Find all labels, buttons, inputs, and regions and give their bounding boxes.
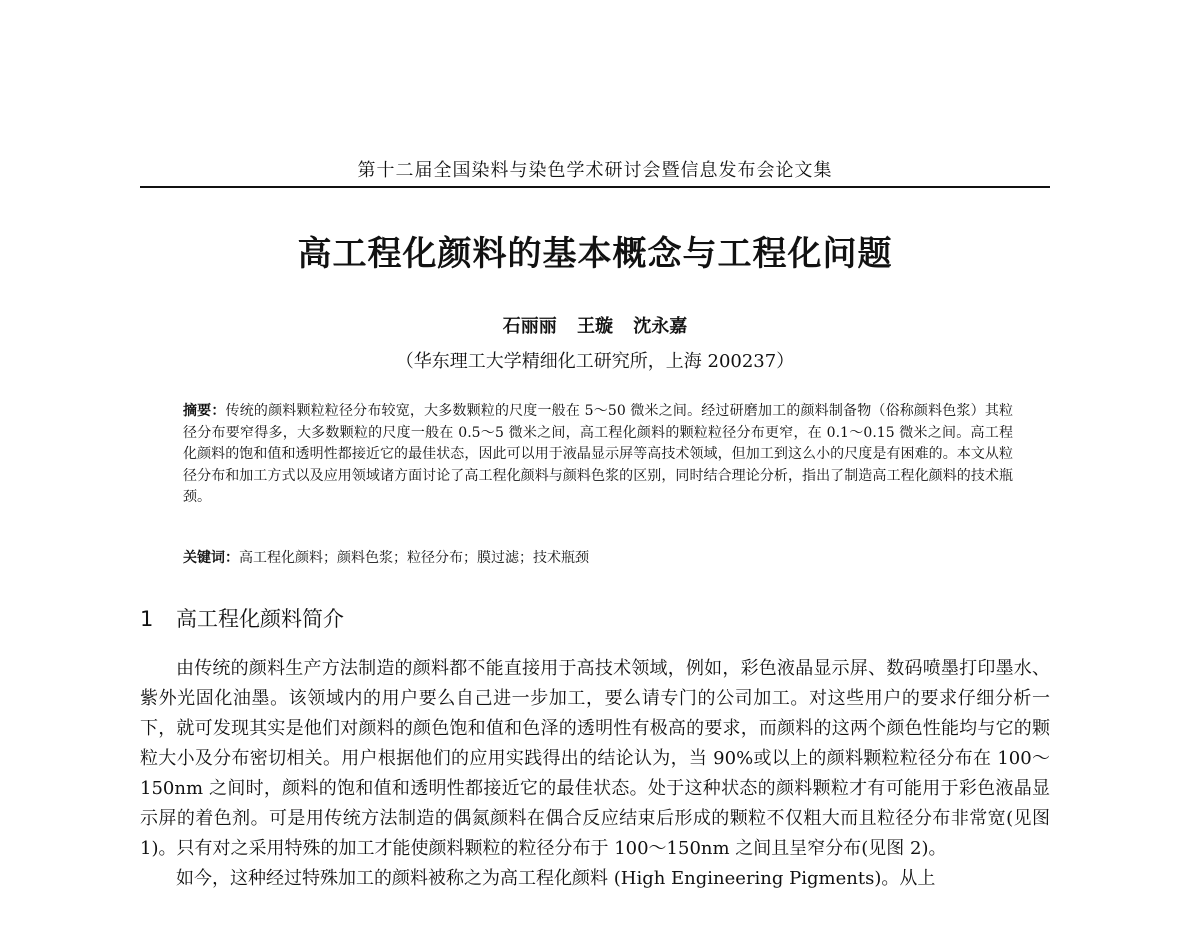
section-number: 1: [140, 607, 154, 631]
body-paragraph: 如今，这种经过特殊加工的颜料被称之为高工程化颜料 (High Engineering Pigments)。从上: [176, 868, 936, 889]
section-heading: [140, 605, 1050, 633]
abstract: [183, 401, 1013, 509]
section-title: 高工程化颜料简介: [176, 607, 344, 631]
running-header: 第十二届全国染料与染色学术研讨会暨信息发布会论文集: [357, 160, 833, 181]
abstract-label: 摘要：: [183, 403, 226, 419]
keywords-text: 高工程化颜料；颜料色浆；粒径分布；膜过滤；技术瓶颈: [239, 550, 589, 566]
keywords: [183, 548, 1013, 568]
authors: 石丽丽 王璇 沈永嘉: [502, 316, 688, 337]
body-paragraph: 由传统的颜料生产方法制造的颜料都不能直接用于高技术领域，例如，彩色液晶显示屏、数码喷墨打印墨水、紫外光固化油墨。该领域内的用户要么自己进一步加工，要么请专门的公司加工。对这些用户的要求仔细分析一下，就可发现其实是他们对颜料的颜色饱和值和色泽的透明性有极高的要求，而颜料的这两个颜色性能均与它的颗粒大小及分布密切相关。用户根据他们的应用实践得出的结论认为，当 90%或以上的颜料颗粒粒径分布在 100～150nm 之间时，颜料的饱和值和透明性都接近它的最佳状态。处于这种状态的颜料颗粒才有可能用于彩色液晶显示屏的着色剂。可是用传统方法制造的偶氮颜料在偶合反应结束后形成的颗粒不仅粗大而且粒径分布非常宽(见图 1)。只有对之采用特殊的加工才能使颜料颗粒的粒径分布于 100～150nm 之间且呈窄分布(见图 2)。: [140, 658, 1050, 859]
paper-title: 高工程化颜料的基本概念与工程化问题: [297, 234, 893, 274]
affiliation: （华东理工大学精细化工研究所，上海 200237）: [395, 351, 795, 372]
header-rule: [140, 186, 1050, 188]
abstract-text: 传统的颜料颗粒粒径分布较宽，大多数颗粒的尺度一般在 5～50 微米之间。经过研磨加工的颜料制备物（俗称颜料色浆）其粒径分布要窄得多，大多数颗粒的尺度一般在 0.5～5 微米之间，高工程化颜料的颗粒粒径分布更窄，在 0.1～0.15 微米之间。高工程化颜料的饱和值和透明性都接近它的最佳状态，因此可以用于液晶显示屏等高技术领域，但加工到这么小的尺度是有困难的。本文从粒径分布和加工方式以及应用领域诸方面讨论了高工程化颜料与颜料色浆的区别，同时结合理论分析，指出了制造高工程化颜料的技术瓶颈。: [183, 403, 1014, 505]
body-text: [140, 654, 1050, 894]
keywords-label: 关键词：: [183, 550, 239, 566]
